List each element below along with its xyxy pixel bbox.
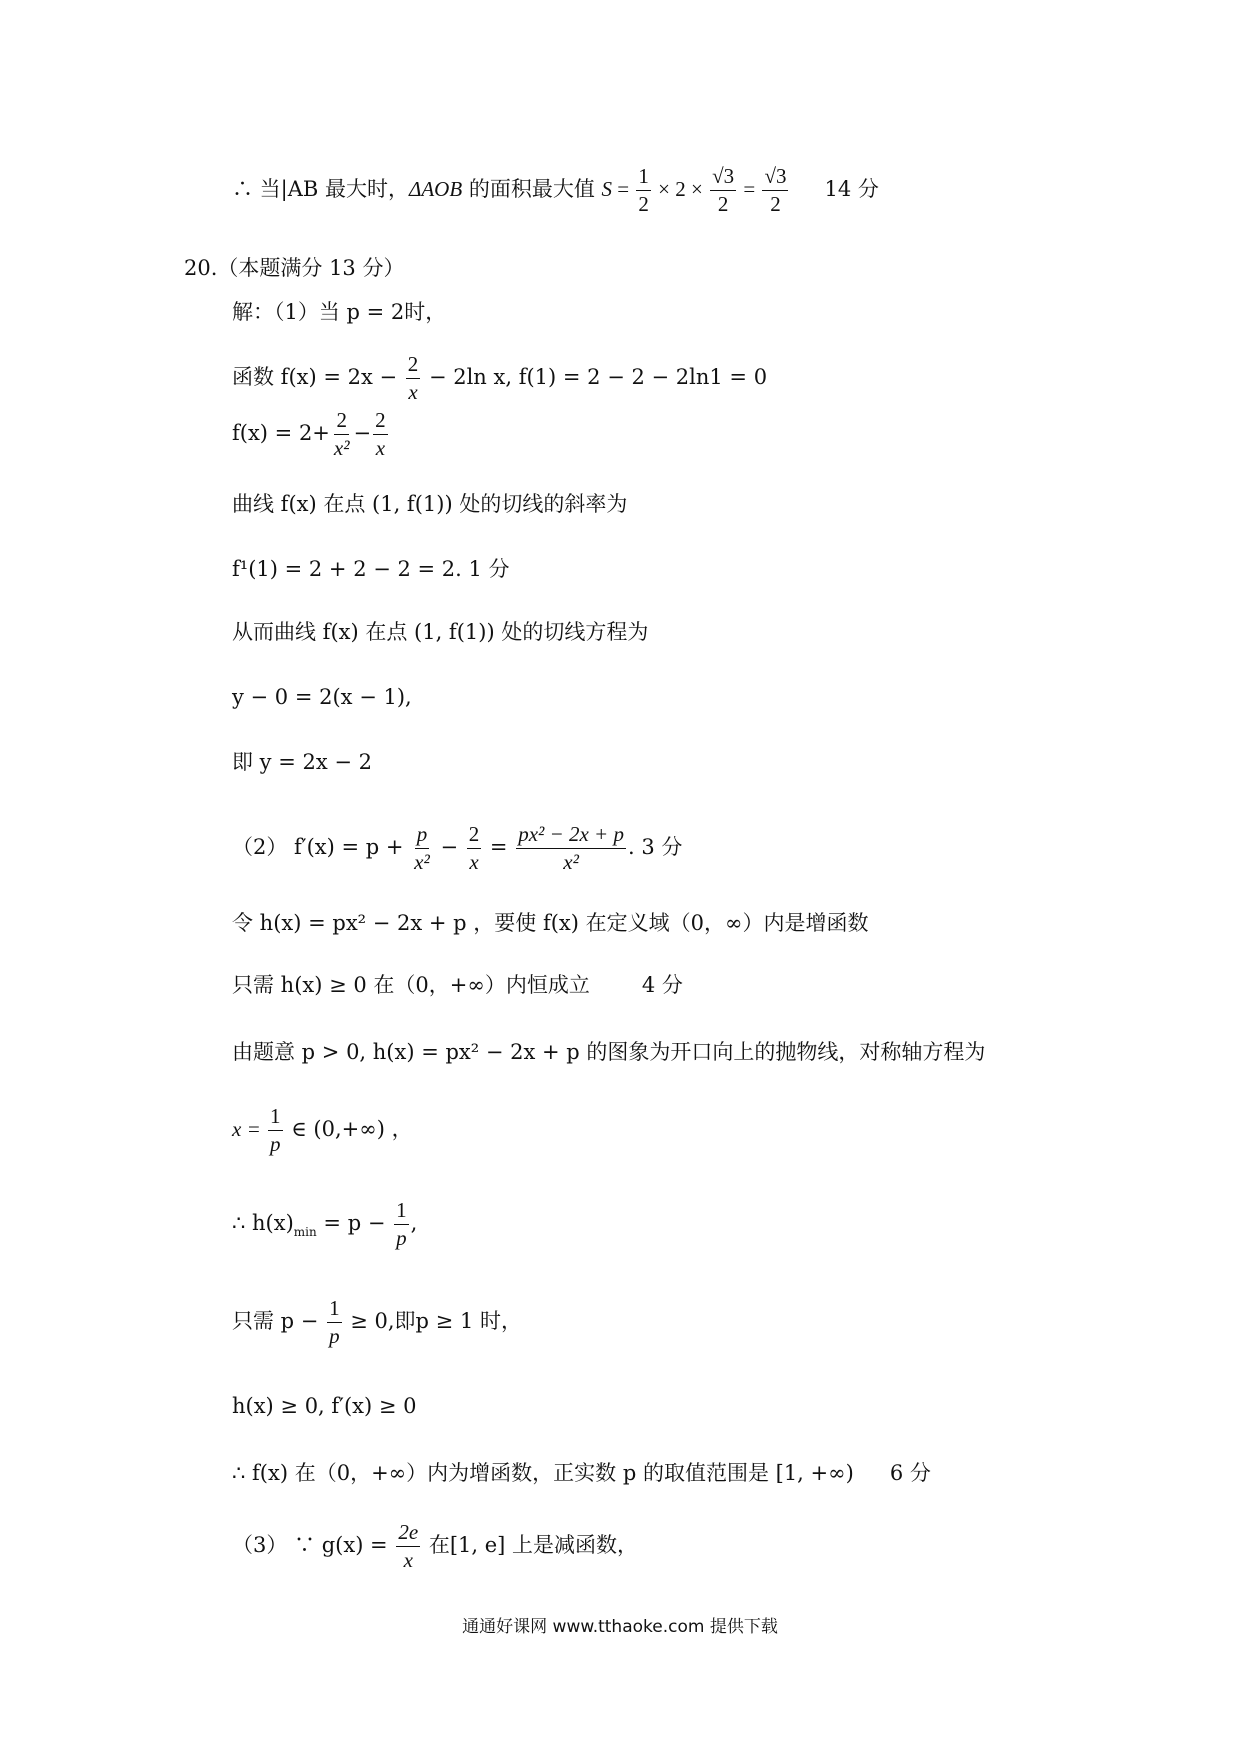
fraction-2-over-x [406, 354, 421, 403]
fraction-numerator: √3 [762, 166, 788, 191]
fraction-numerator: 2 [467, 824, 482, 849]
fraction-1-over-p [394, 1200, 409, 1249]
fraction-numerator: 1 [327, 1298, 342, 1323]
fraction-numerator: 2 [373, 410, 388, 435]
triangle-label: ΔAOB [409, 177, 463, 201]
question-header: 20.（本题满分 13 分） [184, 256, 405, 280]
slope-text-line: 曲线 f(x) 在点 (1, f(1)) 处的切线的斜率为 [232, 492, 628, 516]
h-condition-line [232, 975, 683, 996]
fraction-numerator: 1 [636, 166, 651, 191]
score-mark: 4 分 [641, 973, 683, 997]
fraction-combined [516, 824, 626, 873]
equals-sign: = [612, 177, 635, 201]
area-max-line [232, 166, 879, 215]
parabola-line: 由题意 p > 0, h(x) = px² − 2x + p 的图象为开口向上的抛物线，对称轴方程为 [232, 1040, 986, 1064]
fraction-p-over-x2 [412, 824, 432, 873]
fraction-denominator: p [396, 1226, 407, 1250]
function-suffix: − 2ln x, f(1) = 2 − 2 − 2ln1 = 0 [422, 365, 768, 389]
function-definition-line [232, 354, 767, 403]
equals-sign: = [738, 177, 761, 201]
h-min-mid: = p − [316, 1211, 393, 1235]
derivative-prefix: f(x) = 2+ [232, 421, 330, 445]
fraction-denominator: p [270, 1132, 281, 1156]
fraction-numerator: 1 [394, 1200, 409, 1225]
fraction-2-over-x2 [332, 410, 352, 459]
fraction-denominator: x² [563, 850, 579, 874]
part2-derivative-line [232, 824, 682, 873]
min-subscript: min [293, 1225, 317, 1239]
fraction-1-over-p [268, 1106, 283, 1155]
times-two: × 2 × [652, 177, 709, 201]
fraction-numerator: p [415, 824, 430, 849]
area-max-mid: 的面积最大值 [462, 177, 602, 201]
part3-line [232, 1522, 638, 1571]
fraction-numerator: 2 [334, 410, 349, 435]
fraction-numerator: √3 [710, 166, 736, 191]
h-positive-line: h(x) ≥ 0, f′(x) ≥ 0 [232, 1394, 417, 1418]
fraction-2-over-x [467, 824, 482, 873]
area-symbol: S [601, 177, 613, 201]
fraction-numerator: px² − 2x + p [516, 824, 626, 849]
fraction-sqrt3-2 [710, 166, 736, 215]
h-min-suffix: , [410, 1211, 418, 1235]
fraction-denominator: x² [333, 436, 350, 460]
fraction-denominator: x [469, 850, 479, 874]
fraction-numerator: 2e [396, 1522, 420, 1547]
tangent-simplified-line: 即 y = 2x − 2 [232, 750, 372, 774]
fraction-result [762, 166, 788, 215]
equals-sign: = [483, 835, 515, 859]
h-min-prefix: ∴ h(x) [232, 1211, 294, 1235]
fraction-1-over-p [327, 1298, 342, 1347]
derivative-line [232, 410, 390, 459]
tangent-equation-line: y − 0 = 2(x − 1), [232, 685, 412, 709]
minus-sign: − [353, 421, 372, 445]
fraction-numerator: 2 [406, 354, 421, 379]
solution-part1-intro: 解：（1）当 p = 2时， [232, 300, 447, 324]
fraction-denominator: 2 [717, 192, 729, 216]
score-mark: 14 分 [824, 177, 879, 201]
slope-value-line: f¹(1) = 2 + 2 − 2 = 2. 1 分 [232, 557, 510, 581]
fraction-denominator: x [375, 436, 386, 460]
fraction-half [636, 166, 651, 215]
need-condition-line [232, 1298, 522, 1347]
fraction-denominator: 2 [638, 192, 649, 216]
function-prefix: 函数 f(x) = 2x − [232, 365, 404, 389]
axis-suffix: ∈ (0,+∞) ， [284, 1117, 413, 1141]
score-mark: 6 分 [889, 1461, 931, 1485]
h-min-line [232, 1200, 417, 1249]
conclusion-line [232, 1463, 931, 1484]
fraction-denominator: x² [414, 850, 430, 874]
symmetry-axis-line [232, 1106, 413, 1155]
axis-prefix: x = [232, 1117, 266, 1141]
fraction-2e-over-x [396, 1522, 420, 1571]
score-mark: . 3 分 [627, 835, 683, 859]
need-prefix: 只需 p − [232, 1309, 326, 1333]
fraction-2-over-x [373, 410, 388, 459]
fraction-denominator: x [403, 1548, 413, 1572]
h-condition-text: 只需 h(x) ≥ 0 在（0，+∞）内恒成立 [232, 973, 590, 997]
need-suffix: ≥ 0,即p ≥ 1 时， [343, 1309, 522, 1333]
tangent-text-line: 从而曲线 f(x) 在点 (1, f(1)) 处的切线方程为 [232, 620, 649, 644]
area-max-prefix: ∴ 当|AB 最大时， [232, 177, 410, 201]
page-footer: 通通好课网 www.tthaoke.com 提供下载 [462, 1617, 778, 1637]
minus-sign: − [433, 835, 465, 859]
fraction-denominator: x [408, 380, 418, 404]
fraction-denominator: 2 [770, 192, 781, 216]
part3-suffix: 在[1, e] 上是减函数， [422, 1533, 639, 1557]
fraction-numerator: 1 [268, 1106, 283, 1131]
part3-prefix: （3） ∵ g(x) = [232, 1533, 395, 1557]
h-definition-line: 令 h(x) = px² − 2x + p ，要使 f(x) 在定义域（0，∞）内是增函数 [232, 911, 869, 935]
conclusion-text: ∴ f(x) 在（0，+∞）内为增函数，正实数 p 的取值范围是 [1, +∞) [232, 1461, 854, 1485]
fraction-denominator: p [329, 1324, 340, 1348]
part2-prefix: （2） f′(x) = p + [232, 835, 411, 859]
